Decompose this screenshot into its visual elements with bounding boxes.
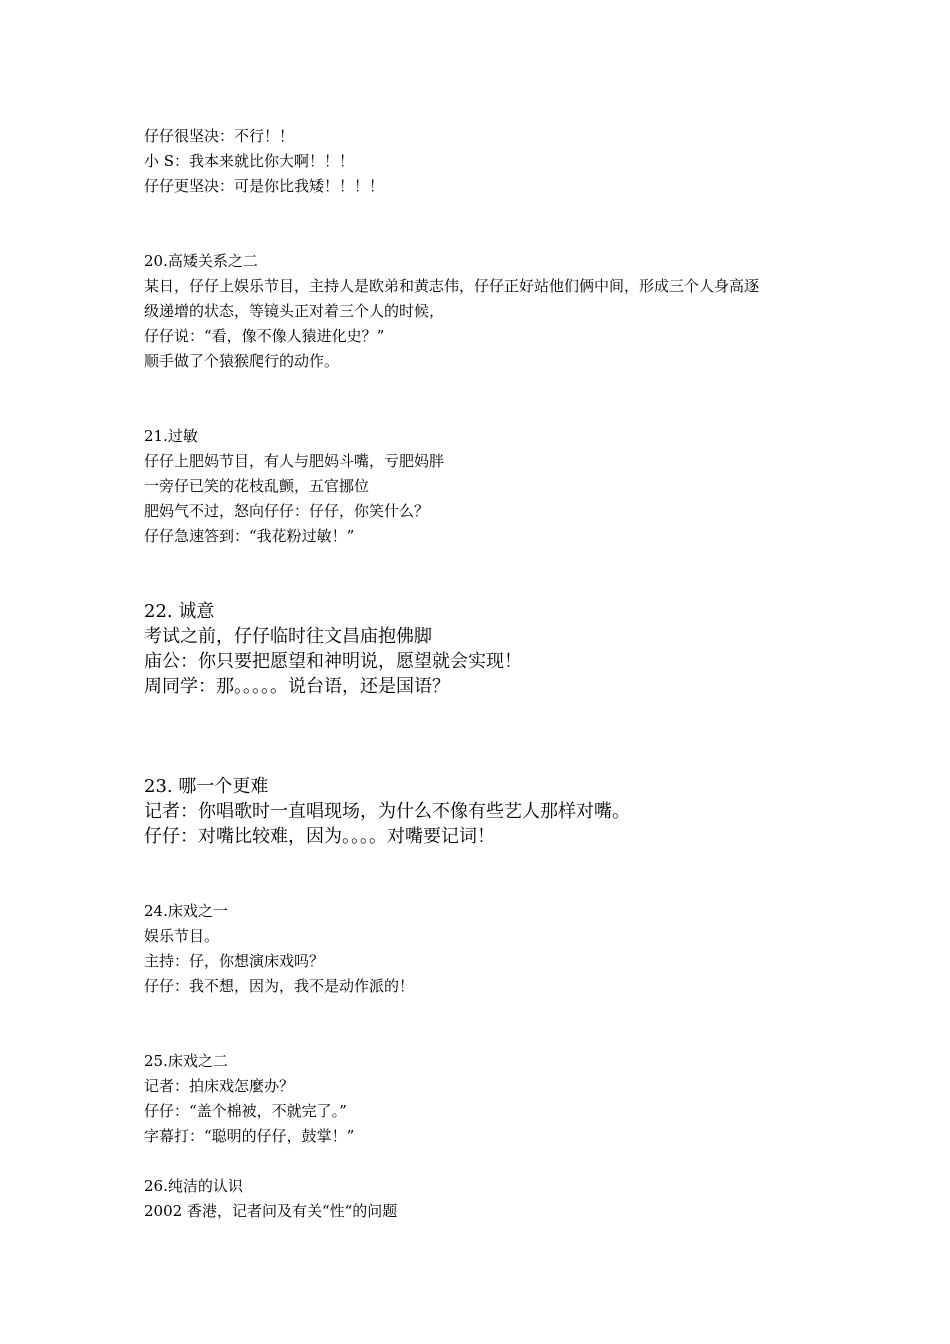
text-line: 周同学：那。。。。。说台语，还是国语？ bbox=[144, 676, 450, 697]
spacer bbox=[144, 999, 824, 1049]
text-line: 记者：拍床戏怎麼办？ bbox=[144, 1077, 295, 1095]
section-26 bbox=[144, 1174, 824, 1224]
text-line: 2002 香港，记者问及有关“性“的问题 bbox=[144, 1202, 398, 1220]
section-title: 21.过敏 bbox=[144, 427, 198, 445]
text-line: 仔仔上肥妈节目，有人与肥妈斗嘴，亏肥妈胖 bbox=[144, 452, 445, 470]
text-line: 某日，仔仔上娱乐节目，主持人是欧弟和黄志伟，仔仔正好站他们俩中间，形成三个人身高逐 bbox=[144, 277, 760, 295]
section-23 bbox=[144, 774, 824, 849]
text-line: 级递增的状态，等镜头正对着三个人的时候， bbox=[144, 302, 445, 320]
document-page bbox=[144, 124, 824, 1224]
text-line: 顺手做了个猿猴爬行的动作。 bbox=[144, 352, 340, 370]
spacer bbox=[144, 849, 824, 899]
section-title: 20.高矮关系之二 bbox=[144, 252, 258, 270]
section-21 bbox=[144, 424, 824, 549]
text-line: 仔仔更坚决：可是你比我矮！！！！ bbox=[144, 177, 385, 195]
section-title: 25.床戏之二 bbox=[144, 1052, 228, 1070]
spacer bbox=[144, 374, 824, 424]
section-19 bbox=[144, 124, 824, 199]
text-line: 仔仔：对嘴比较难，因为。。。。对嘴要记词！ bbox=[144, 826, 495, 847]
text-line: 仔仔很坚决：不行！！ bbox=[144, 127, 295, 145]
text-line: 庙公：你只要把愿望和神明说，愿望就会实现！ bbox=[144, 651, 522, 672]
spacer bbox=[144, 1149, 824, 1174]
section-title: 22. 诚意 bbox=[144, 601, 215, 622]
text-line: 字幕打：“聪明的仔仔，鼓掌！” bbox=[144, 1127, 355, 1145]
section-25 bbox=[144, 1049, 824, 1149]
section-title: 26.纯洁的认识 bbox=[144, 1177, 243, 1195]
text-line: 仔仔：我不想，因为，我不是动作派的！ bbox=[144, 977, 415, 995]
text-line: 仔仔急速答到：“我花粉过敏！” bbox=[144, 527, 355, 545]
section-title: 23. 哪一个更难 bbox=[144, 776, 269, 797]
text-line: 肥妈气不过，怒向仔仔：仔仔，你笑什么？ bbox=[144, 502, 430, 520]
spacer bbox=[144, 549, 824, 599]
section-22 bbox=[144, 599, 824, 699]
text-line: 娱乐节目。 bbox=[144, 927, 220, 945]
spacer bbox=[144, 199, 824, 249]
text-line: 仔仔说：“看，像不像人猿进化史？” bbox=[144, 327, 385, 345]
section-20 bbox=[144, 249, 824, 374]
section-24 bbox=[144, 899, 824, 999]
text-line: 记者：你唱歌时一直唱现场，为什么不像有些艺人那样对嘴。 bbox=[144, 801, 630, 822]
text-line: 一旁仔已笑的花枝乱颤，五官挪位 bbox=[144, 477, 370, 495]
section-title: 24.床戏之一 bbox=[144, 902, 228, 920]
spacer bbox=[144, 699, 824, 774]
text-line: 主持：仔，你想演床戏吗？ bbox=[144, 952, 325, 970]
text-line: 小 S：我本来就比你大啊！！！ bbox=[144, 152, 355, 170]
text-line: 仔仔：“盖个棉被，不就完了。” bbox=[144, 1102, 347, 1120]
text-line: 考试之前，仔仔临时往文昌庙抱佛脚 bbox=[144, 626, 432, 647]
